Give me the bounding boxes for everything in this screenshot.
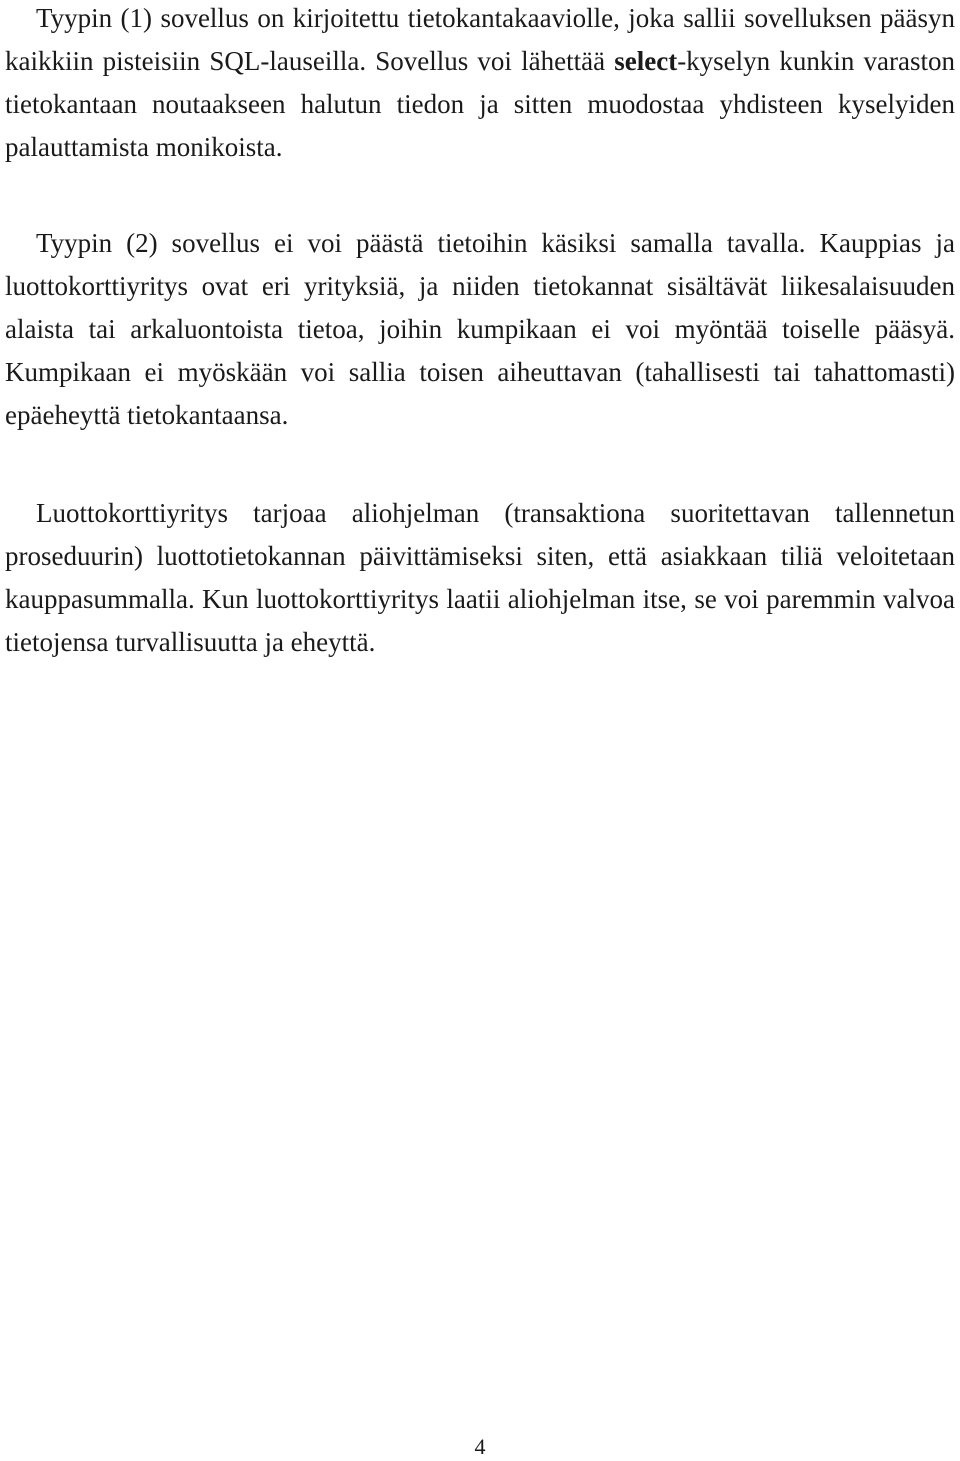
paragraph-3 (5, 492, 955, 664)
page-number: 4 (474, 1434, 486, 1459)
paragraph-1 (5, 0, 955, 169)
paragraph-2-text: Tyypin (2) sovellus ei voi päästä tietoihin käsiksi samalla tavalla. Kauppias ja luottokorttiyritys ovat eri yrityksiä, ja niiden tietokannat sisältävät liikesalaisuuden alaista tai arkaluontoista tietoa, joihin kumpikaan ei voi myöntää toiselle pääsyä. Kumpikaan ei myöskään voi sallia toisen aiheuttavan (tahallisesti tai tahattomasti) epäeheyttä tietokantaansa. (5, 228, 955, 430)
paragraph-1-text-end: -kyselyn kunkin varaston tietokantaan noutaakseen halutun tiedon ja sitten muodostaa yhdisteen kyselyiden palauttamista monikoista. (5, 46, 955, 162)
paragraph-1-text-start: Tyypin (1) sovellus on kirjoitettu tietokantakaaviolle, joka sallii sovelluksen pääsyn kaikkiin pisteisiin SQL-lauseilla. Sovellus voi lähettää (5, 3, 955, 76)
paragraph-2 (5, 222, 955, 437)
paragraph-3-text: Luottokorttiyritys tarjoaa aliohjelman (transaktiona suoritettavan tallennetun proseduurin) luottotietokannan päivittämiseksi siten, että asiakkaan tiliä veloitetaan kauppasummalla. Kun luottokorttiyritys laatii aliohjelman itse, se voi paremmin valvoa tietojensa turvallisuutta ja eheyttä. (5, 498, 955, 657)
select-keyword: select (614, 46, 678, 76)
